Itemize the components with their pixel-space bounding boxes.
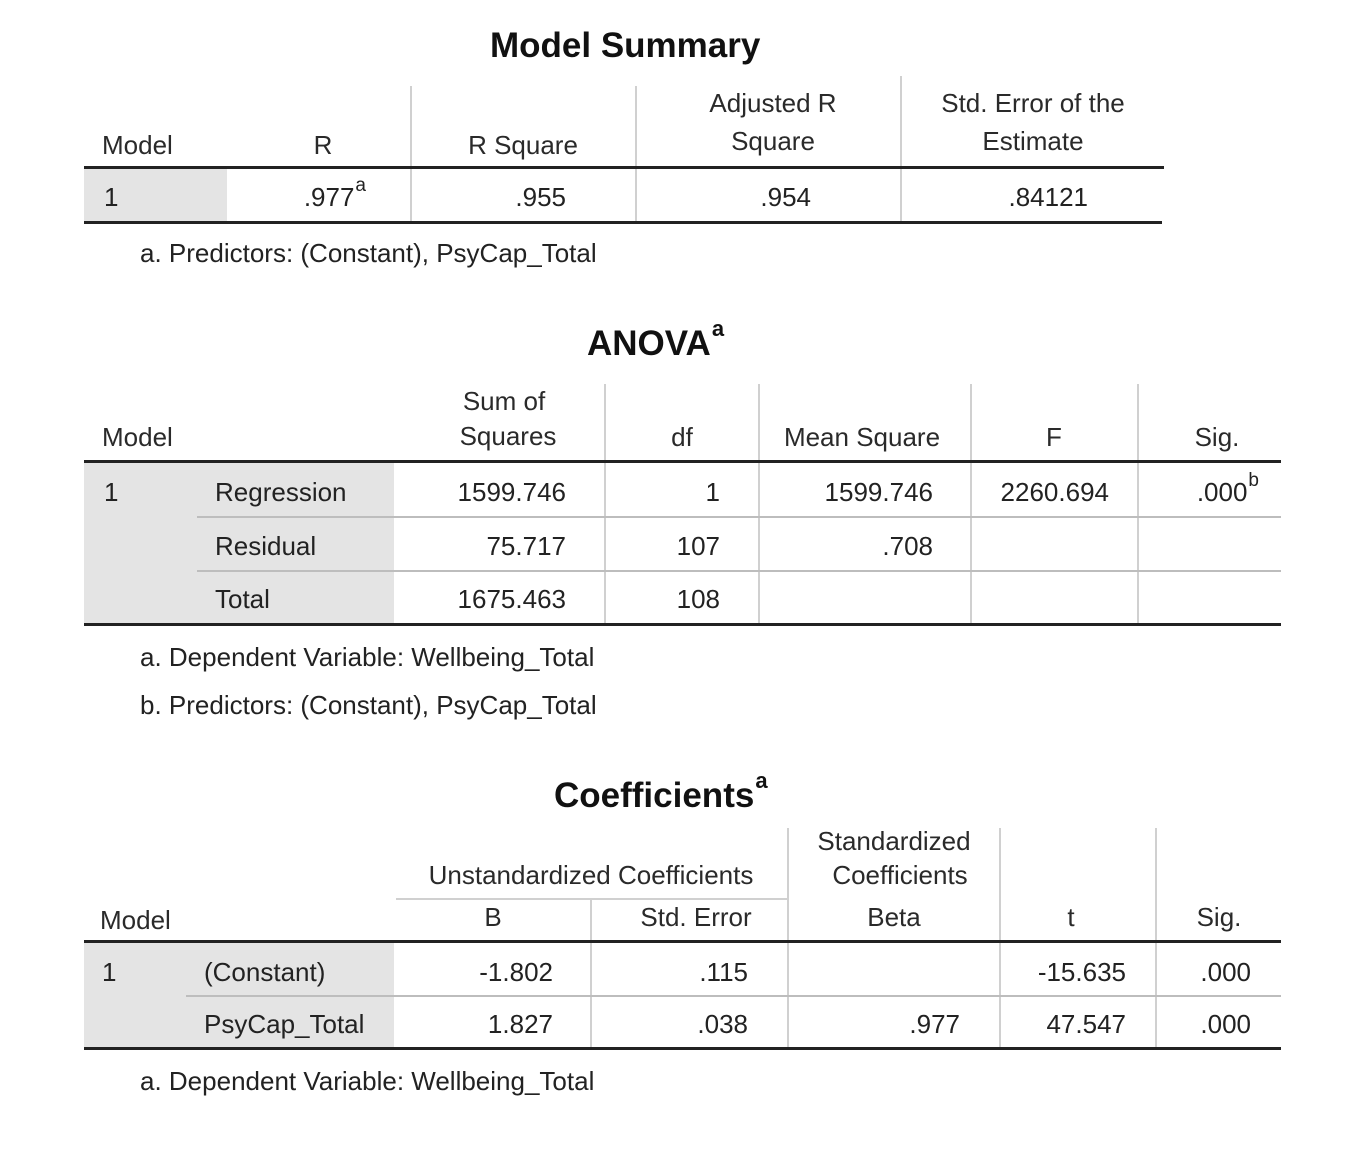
coef-cell-t-constant: -15.635 <box>1037 957 1126 987</box>
anova-cell-ss-total: 1675.463 <box>457 584 566 614</box>
coef-header-b: B <box>484 902 502 932</box>
coefficients-title: Coefficients$^a$ <box>554 768 768 815</box>
coef-cell-se-psycap: .038 <box>697 1009 748 1039</box>
ms-cell-std-err: .84121 <box>1008 182 1088 212</box>
coef-header-t: t <box>1067 902 1075 932</box>
anova-cell-ms-regression: 1599.746 <box>824 477 933 507</box>
anova-row-separator <box>197 516 1281 518</box>
anova-cell-f-regression: 2260.694 <box>1000 477 1109 507</box>
anova-title: ANOVA$^a$ <box>587 316 725 363</box>
anova-footnote-a: a. Dependent Variable: Wellbeing_Total <box>140 642 595 672</box>
model-summary-title: Model Summary <box>490 26 761 65</box>
coef-cell-beta-psycap: .977 <box>909 1009 960 1039</box>
ms-cell-r-footnote-mark: a <box>355 175 366 196</box>
anova-header-f: F <box>1046 422 1062 452</box>
ms-cell-model: 1 <box>104 182 119 212</box>
anova-header-ms: Mean Square <box>783 422 941 452</box>
ms-footnote-a: a. Predictors: (Constant), PsyCap_Total <box>140 238 597 268</box>
coef-bottom-rule <box>84 1047 1281 1050</box>
coef-header-sig: Sig. <box>1196 902 1242 932</box>
ms-header-r: R <box>313 130 333 160</box>
coef-row-separator <box>186 995 1281 997</box>
ms-header-adj-r-line1: Adjusted R <box>709 88 837 118</box>
anova-footnote-b: b. Predictors: (Constant), PsyCap_Total <box>140 690 597 720</box>
coef-cell-b-psycap: 1.827 <box>487 1009 553 1039</box>
coef-cell-b-constant: -1.802 <box>479 957 553 987</box>
anova-cell-sig-footnote-mark: b <box>1248 470 1259 491</box>
coef-cell-t-psycap: 47.547 <box>1046 1009 1126 1039</box>
anova-cell-ms-residual: .708 <box>882 531 933 561</box>
coef-footnote-a: a. Dependent Variable: Wellbeing_Total <box>140 1066 595 1096</box>
coef-header-standardized-line2: Coefficients <box>832 860 968 890</box>
ms-header-std-err-line2: Estimate <box>982 126 1084 156</box>
coef-header-beta: Beta <box>867 902 921 932</box>
anova-cell-df-total: 108 <box>676 584 720 614</box>
anova-cell-df-residual: 107 <box>676 531 720 561</box>
coef-cell-se-constant: .115 <box>699 957 748 987</box>
anova-header-model: Model <box>102 422 173 452</box>
anova-bottom-rule <box>84 623 1281 626</box>
coef-row-label-constant: (Constant) <box>204 957 326 987</box>
ms-cell-r-square: .955 <box>515 182 566 212</box>
ms-cell-r: .977$^a$ <box>303 175 366 212</box>
coef-cell-sig-constant: .000 <box>1200 957 1251 987</box>
ms-bottom-rule <box>84 221 1162 224</box>
coef-cell-model: 1 <box>102 957 117 987</box>
coef-row-label-psycap: PsyCap_Total <box>204 1009 365 1039</box>
anova-row-label-total: Total <box>215 584 270 614</box>
coef-group-rule <box>396 898 788 900</box>
ms-cell-adj-r-square: .954 <box>760 182 811 212</box>
anova-title-footnote-mark: a <box>711 316 725 341</box>
coef-header-unstandardized: Unstandardized Coefficients <box>428 860 754 890</box>
coef-header-standardized-line1: Standardized <box>817 826 971 856</box>
coef-cell-sig-psycap: .000 <box>1200 1009 1251 1039</box>
ms-header-std-err-line1: Std. Error of the <box>941 88 1125 118</box>
coef-header-std-error: Std. Error <box>640 902 752 932</box>
anova-cell-ss-residual: 75.717 <box>486 531 566 561</box>
anova-cell-sig-regression: .000$^b$ <box>1196 470 1259 507</box>
ms-header-r-square: R Square <box>468 130 578 160</box>
anova-cell-df-regression: 1 <box>705 477 720 507</box>
anova-header-df: df <box>671 422 693 452</box>
ms-header-model: Model <box>102 130 173 160</box>
anova-row-separator <box>197 570 1281 572</box>
anova-cell-ss-regression: 1599.746 <box>457 477 566 507</box>
anova-header-ss-line2: Squares <box>459 421 557 451</box>
ms-header-rule <box>84 166 1164 169</box>
coefficients-title-footnote-mark: a <box>755 768 768 793</box>
anova-cell-model: 1 <box>104 477 119 507</box>
coef-header-model: Model <box>100 905 171 935</box>
anova-header-ss-line1: Sum of <box>462 386 546 416</box>
anova-row-label-residual: Residual <box>215 531 317 561</box>
anova-header-sig: Sig. <box>1194 422 1240 452</box>
anova-row-label-regression: Regression <box>215 477 347 507</box>
ms-header-adj-r-line2: Square <box>731 126 815 156</box>
